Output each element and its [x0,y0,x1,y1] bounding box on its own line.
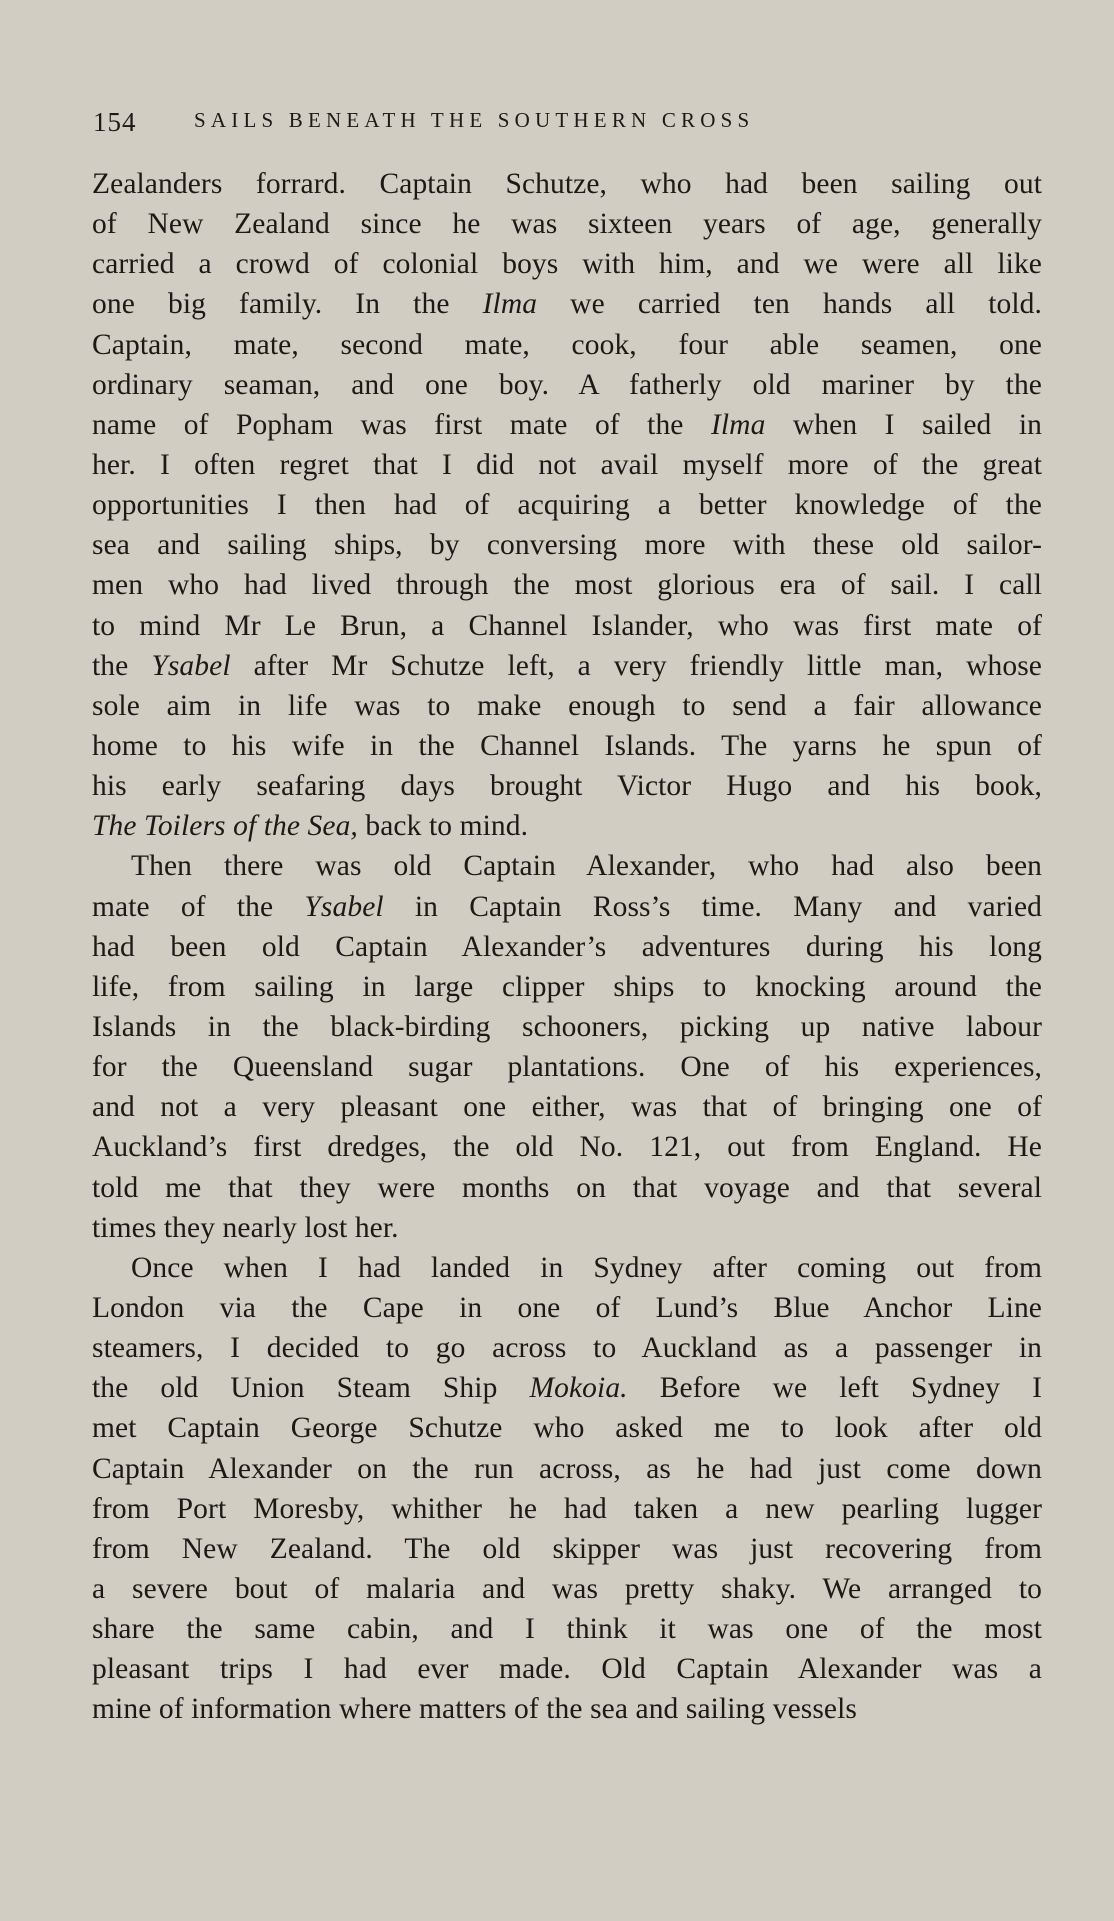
text-segment: Captain, mate, second mate, cook, four able seamen, one [92,328,1042,361]
text-segment: sole aim in life was to make enough to send a fair allowance [92,689,1042,722]
text-segment: Auckland’s first dredges, the old No. 121, out from England. He [92,1131,1042,1164]
text-line [92,1449,1042,1489]
italic-title: Ysabel [151,649,231,682]
text-segment: the [92,649,152,682]
page-number: 154 [93,107,137,137]
text-line [92,1689,1042,1729]
text-segment: his early seafaring days brought Victor Hugo and his book, [92,770,1042,803]
text-line [92,164,1042,204]
text-line [92,1569,1042,1609]
text-segment: had been old Captain Alexander’s adventures during his long [92,930,1042,963]
text-segment: times they nearly lost her. [92,1211,399,1244]
text-line [92,967,1042,1007]
text-segment: a severe bout of malaria and was pretty shaky. We arranged to [92,1572,1042,1605]
text-segment: from Port Moresby, whither he had taken a new pearling lugger [92,1492,1042,1525]
text-line [92,1408,1042,1448]
text-segment: sea and sailing ships, by conversing more with these old sailor- [92,529,1042,562]
text-segment: mine of information where matters of the sea and sailing vessels [92,1693,857,1726]
text-segment: opportunities I then had of acquiring a better knowledge of the [92,489,1042,522]
text-line [92,565,1042,605]
text-segment: ordinary seaman, and one boy. A fatherly old mariner by the [92,368,1042,401]
text-line [92,325,1042,365]
running-head [93,100,993,140]
text-segment: mate of the [92,890,305,923]
text-segment: back to mind. [357,810,529,843]
italic-title: The Toilers of the Sea, [92,810,358,843]
text-line [92,887,1042,927]
text-segment: Once when I had landed in Sydney after coming out from [131,1251,1042,1284]
book-title: SAILS BENEATH THE SOUTHERN CROSS [194,108,755,132]
text-segment: London via the Cape in one of Lund’s Blue Anchor Line [92,1291,1042,1324]
text-segment: Before we left Sydney I [627,1372,1042,1405]
text-line [92,365,1042,405]
text-segment: share the same cabin, and I think it was one of the most [92,1613,1042,1646]
text-line [92,445,1042,485]
text-segment: pleasant trips I had ever made. Old Captain Alexander was a [92,1653,1042,1686]
text-line [92,1649,1042,1689]
text-segment: in Captain Ross’s time. Many and varied [383,890,1042,923]
text-segment: met Captain George Schutze who asked me to look after old [92,1412,1042,1445]
text-line [92,806,1042,846]
text-segment: her. I often regret that I did not avail myself more of the great [92,448,1042,481]
body-text [92,164,1042,1729]
italic-title: Ilma [710,408,766,441]
text-segment: when I sailed in [765,408,1042,441]
text-segment: Captain Alexander on the run across, as he had just come down [92,1452,1042,1485]
text-segment: the old Union Steam Ship [92,1372,530,1405]
text-segment: home to his wife in the Channel Islands. The yarns he spun of [92,729,1042,762]
text-line [92,1087,1042,1127]
text-segment: life, from sailing in large clipper ships to knocking around the [92,970,1042,1003]
text-segment: told me that they were months on that voyage and that several [92,1171,1042,1204]
text-segment: name of Popham was first mate of the [92,408,711,441]
text-segment: Islands in the black-birding schooners, picking up native labour [92,1010,1042,1043]
text-line [92,1529,1042,1569]
text-line [92,1208,1042,1248]
text-segment: Then there was old Captain Alexander, who had also been [131,850,1042,883]
text-segment: carried a crowd of colonial boys with him, and we were all like [92,248,1042,281]
text-segment: we carried ten hands all told. [537,288,1042,321]
text-segment: one big family. In the [92,288,483,321]
text-segment: men who had lived through the most glorious era of sail. I call [92,569,1042,602]
text-segment: after Mr Schutze left, a very friendly little man, whose [230,649,1042,682]
text-line [92,244,1042,284]
text-segment: to mind Mr Le Brun, a Channel Islander, who was first mate of [92,609,1042,642]
text-line [92,766,1042,806]
text-line [92,405,1042,445]
text-line [92,1368,1042,1408]
text-line [92,1328,1042,1368]
text-line [92,1248,1042,1288]
text-segment: for the Queensland sugar plantations. One of his experiences, [92,1051,1042,1084]
text-segment: from New Zealand. The old skipper was just recovering from [92,1532,1042,1565]
text-segment: steamers, I decided to go across to Auckland as a passenger in [92,1332,1042,1365]
text-line [92,1489,1042,1529]
text-line [92,1288,1042,1328]
text-line [92,646,1042,686]
text-line [92,606,1042,646]
text-line [92,726,1042,766]
text-segment: and not a very pleasant one either, was that of bringing one of [92,1091,1042,1124]
text-line [92,1127,1042,1167]
italic-title: Ysabel [304,890,384,923]
text-line [92,1168,1042,1208]
text-segment: Zealanders forrard. Captain Schutze, who had been sailing out [92,168,1042,200]
italic-title: Ilma [482,288,538,321]
text-line [92,1609,1042,1649]
text-line [92,846,1042,886]
text-segment: of New Zealand since he was sixteen years of age, generally [92,208,1042,241]
text-line [92,525,1042,565]
italic-title: Mokoia. [529,1372,628,1405]
text-line [92,485,1042,525]
text-line [92,1047,1042,1087]
text-line [92,284,1042,324]
text-line [92,1007,1042,1047]
text-line [92,686,1042,726]
text-line [92,204,1042,244]
text-line [92,927,1042,967]
